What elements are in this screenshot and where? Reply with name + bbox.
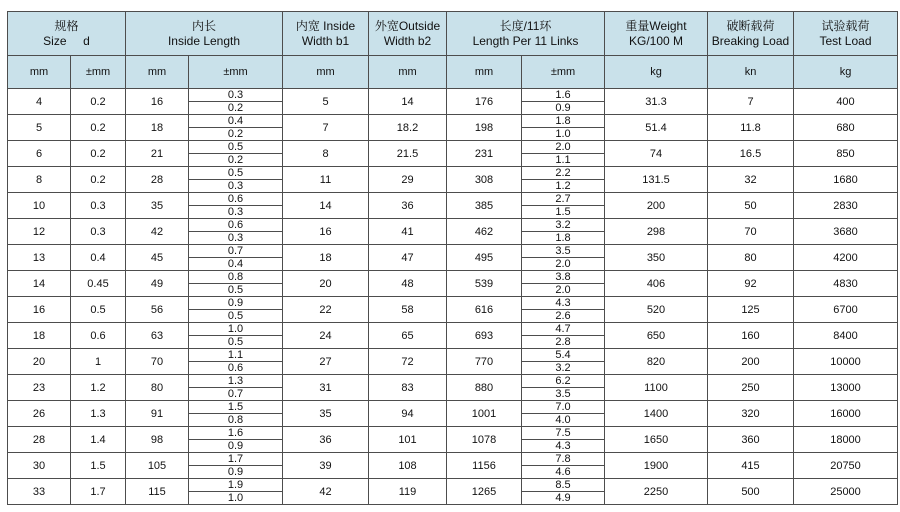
length-11-tolerance [522,115,605,141]
inside-length-cell: 63 [126,323,189,349]
unit-cell: ±mm [522,56,605,89]
test-load-cell: 20750 [794,453,898,479]
table-row [8,375,898,401]
size-d-cell: 20 [8,349,71,375]
length-11-tolerance-lower: 4.6 [555,466,571,478]
length-11-cell: 693 [447,323,522,349]
inside-length-tolerance-lower: 0.2 [227,128,244,140]
inside-width-cell: 14 [283,193,369,219]
size-d-cell: 10 [8,193,71,219]
length-11-tolerance [522,323,605,349]
table-row [8,219,898,245]
table-row [8,297,898,323]
size-tolerance-cell: 0.45 [71,271,126,297]
length-11-tolerance-upper: 7.0 [522,401,604,414]
length-11-cell: 539 [447,271,522,297]
inside-length-tolerance-upper: 1.7 [189,453,282,466]
length-11-tolerance [522,271,605,297]
inside-length-tolerance [189,141,283,167]
inside-length-cell: 80 [126,375,189,401]
header-inside-length: 内长 Inside Length [126,12,283,56]
unit-row [8,56,898,89]
size-tolerance-cell: 0.6 [71,323,126,349]
inside-length-tolerance-lower: 0.5 [227,310,244,322]
outside-width-cell: 36 [369,193,447,219]
inside-length-tolerance [189,375,283,401]
inside-length-tolerance-lower: 1.0 [227,492,244,504]
unit-cell: kn [708,56,794,89]
length-11-tolerance [522,453,605,479]
inside-length-tolerance-upper: 1.6 [189,427,282,440]
weight-cell: 51.4 [605,115,708,141]
inside-length-tolerance [189,271,283,297]
table-row [8,401,898,427]
length-11-cell: 495 [447,245,522,271]
table-row [8,453,898,479]
length-11-tolerance-upper: 1.6 [522,89,604,102]
length-11-tolerance-upper: 8.5 [522,479,604,492]
length-11-cell: 231 [447,141,522,167]
breaking-load-cell: 16.5 [708,141,794,167]
size-tolerance-cell: 1.4 [71,427,126,453]
inside-length-tolerance-upper: 0.9 [189,297,282,310]
inside-width-cell: 7 [283,115,369,141]
inside-length-cell: 105 [126,453,189,479]
inside-length-tolerance [189,193,283,219]
inside-width-cell: 18 [283,245,369,271]
size-d-cell: 8 [8,167,71,193]
inside-length-cell: 35 [126,193,189,219]
length-11-tolerance-lower: 2.6 [555,310,571,322]
inside-length-cell: 56 [126,297,189,323]
weight-cell: 2250 [605,479,708,505]
length-11-cell: 462 [447,219,522,245]
breaking-load-cell: 70 [708,219,794,245]
inside-length-tolerance [189,219,283,245]
breaking-load-cell: 500 [708,479,794,505]
size-d-cell: 12 [8,219,71,245]
inside-length-tolerance-upper: 0.3 [189,89,282,102]
inside-width-cell: 24 [283,323,369,349]
test-load-cell: 2830 [794,193,898,219]
length-11-cell: 770 [447,349,522,375]
size-tolerance-cell: 0.4 [71,245,126,271]
length-11-tolerance [522,89,605,115]
length-11-tolerance-upper: 3.2 [522,219,604,232]
size-tolerance-cell: 0.2 [71,141,126,167]
breaking-load-cell: 360 [708,427,794,453]
size-tolerance-cell: 0.2 [71,167,126,193]
inside-length-cell: 91 [126,401,189,427]
outside-width-cell: 58 [369,297,447,323]
length-11-cell: 308 [447,167,522,193]
length-11-tolerance-lower: 1.0 [555,128,571,140]
length-11-tolerance-upper: 7.8 [522,453,604,466]
inside-length-cell: 42 [126,219,189,245]
header-weight: 重量Weight KG/100 M [605,12,708,56]
weight-cell: 298 [605,219,708,245]
inside-length-cell: 45 [126,245,189,271]
size-d-cell: 14 [8,271,71,297]
length-11-cell: 198 [447,115,522,141]
inside-length-tolerance-lower: 0.4 [227,258,244,270]
weight-cell: 1400 [605,401,708,427]
length-11-cell: 880 [447,375,522,401]
weight-cell: 131.5 [605,167,708,193]
inside-length-tolerance-upper: 0.6 [189,193,282,206]
inside-length-tolerance [189,89,283,115]
weight-cell: 74 [605,141,708,167]
unit-cell: kg [605,56,708,89]
inside-length-tolerance-lower: 0.8 [227,414,244,426]
breaking-load-cell: 80 [708,245,794,271]
inside-width-cell: 20 [283,271,369,297]
inside-length-tolerance [189,349,283,375]
table-row [8,427,898,453]
breaking-load-cell: 7 [708,89,794,115]
weight-cell: 1900 [605,453,708,479]
inside-length-tolerance [189,401,283,427]
size-d-cell: 4 [8,89,71,115]
breaking-load-cell: 160 [708,323,794,349]
inside-width-cell: 8 [283,141,369,167]
inside-length-tolerance-lower: 0.2 [227,154,244,166]
breaking-load-cell: 200 [708,349,794,375]
size-d-cell: 6 [8,141,71,167]
unit-cell: mm [447,56,522,89]
inside-length-tolerance [189,245,283,271]
outside-width-cell: 108 [369,453,447,479]
table-row [8,89,898,115]
test-load-cell: 13000 [794,375,898,401]
length-11-tolerance-lower: 3.2 [555,362,571,374]
size-d-cell: 26 [8,401,71,427]
table-row [8,167,898,193]
size-d-cell: 13 [8,245,71,271]
length-11-tolerance-lower: 2.8 [555,336,571,348]
table-row [8,141,898,167]
table-row [8,193,898,219]
unit-cell: ±mm [71,56,126,89]
inside-length-tolerance-upper: 0.6 [189,219,282,232]
inside-length-tolerance [189,115,283,141]
weight-cell: 1650 [605,427,708,453]
header-inside-width: 内宽 Inside Width b1 [283,12,369,56]
outside-width-cell: 29 [369,167,447,193]
size-tolerance-cell: 1.7 [71,479,126,505]
inside-length-tolerance-lower: 0.5 [227,336,244,348]
length-11-tolerance-lower: 3.5 [555,388,571,400]
length-11-tolerance-lower: 2.0 [555,258,571,270]
inside-length-tolerance [189,427,283,453]
length-11-tolerance-lower: 2.0 [555,284,571,296]
size-tolerance-cell: 1.2 [71,375,126,401]
outside-width-cell: 41 [369,219,447,245]
test-load-cell: 18000 [794,427,898,453]
inside-length-tolerance-lower: 0.3 [227,206,244,218]
length-11-cell: 1001 [447,401,522,427]
length-11-tolerance-upper: 2.0 [522,141,604,154]
outside-width-cell: 72 [369,349,447,375]
test-load-cell: 3680 [794,219,898,245]
inside-length-tolerance-lower: 0.9 [227,440,244,452]
length-11-tolerance [522,219,605,245]
length-11-tolerance-upper: 3.5 [522,245,604,258]
unit-cell: mm [126,56,189,89]
size-d-cell: 30 [8,453,71,479]
breaking-load-cell: 11.8 [708,115,794,141]
table-row [8,245,898,271]
length-11-tolerance [522,427,605,453]
length-11-cell: 176 [447,89,522,115]
weight-cell: 650 [605,323,708,349]
test-load-cell: 16000 [794,401,898,427]
test-load-cell: 1680 [794,167,898,193]
weight-cell: 31.3 [605,89,708,115]
size-tolerance-cell: 1.3 [71,401,126,427]
inside-width-cell: 31 [283,375,369,401]
size-d-cell: 33 [8,479,71,505]
inside-length-tolerance-lower: 0.6 [227,362,244,374]
length-11-tolerance [522,167,605,193]
length-11-tolerance [522,479,605,505]
header-row [8,12,898,56]
inside-width-cell: 5 [283,89,369,115]
inside-length-tolerance-upper: 0.5 [189,141,282,154]
length-11-cell: 1078 [447,427,522,453]
length-11-tolerance-lower: 4.0 [555,414,571,426]
length-11-tolerance-upper: 1.8 [522,115,604,128]
outside-width-cell: 21.5 [369,141,447,167]
size-tolerance-cell: 0.2 [71,89,126,115]
inside-length-tolerance-upper: 0.8 [189,271,282,284]
inside-width-cell: 42 [283,479,369,505]
length-11-tolerance-upper: 3.8 [522,271,604,284]
inside-length-cell: 49 [126,271,189,297]
table-row [8,271,898,297]
inside-width-cell: 39 [283,453,369,479]
inside-length-cell: 21 [126,141,189,167]
test-load-cell: 6700 [794,297,898,323]
spec-table-wrapper [7,11,898,505]
table-row [8,115,898,141]
length-11-tolerance [522,245,605,271]
outside-width-cell: 101 [369,427,447,453]
test-load-cell: 25000 [794,479,898,505]
header-size: 规格 Size d [8,12,126,56]
outside-width-cell: 48 [369,271,447,297]
length-11-tolerance-lower: 1.1 [555,154,571,166]
length-11-tolerance-upper: 5.4 [522,349,604,362]
length-11-tolerance-upper: 4.3 [522,297,604,310]
weight-cell: 350 [605,245,708,271]
inside-length-tolerance [189,297,283,323]
header-length-11-links: 长度/11环 Length Per 11 Links [447,12,605,56]
inside-length-tolerance-lower: 0.2 [227,102,244,114]
test-load-cell: 8400 [794,323,898,349]
inside-length-tolerance-upper: 1.3 [189,375,282,388]
outside-width-cell: 94 [369,401,447,427]
test-load-cell: 4200 [794,245,898,271]
length-11-tolerance [522,141,605,167]
inside-length-tolerance [189,479,283,505]
header-test-load: 试验载荷 Test Load [794,12,898,56]
inside-width-cell: 11 [283,167,369,193]
breaking-load-cell: 50 [708,193,794,219]
test-load-cell: 4830 [794,271,898,297]
test-load-cell: 10000 [794,349,898,375]
size-tolerance-cell: 1.5 [71,453,126,479]
header-breaking-load: 破断载荷 Breaking Load [708,12,794,56]
length-11-tolerance-upper: 4.7 [522,323,604,336]
length-11-tolerance-upper: 7.5 [522,427,604,440]
inside-length-tolerance [189,167,283,193]
length-11-tolerance-upper: 6.2 [522,375,604,388]
size-d-cell: 5 [8,115,71,141]
inside-length-tolerance-upper: 1.1 [189,349,282,362]
inside-length-tolerance-upper: 0.5 [189,167,282,180]
inside-width-cell: 16 [283,219,369,245]
inside-length-tolerance-upper: 1.0 [189,323,282,336]
test-load-cell: 680 [794,115,898,141]
table-body [8,89,898,505]
size-tolerance-cell: 0.5 [71,297,126,323]
length-11-cell: 616 [447,297,522,323]
length-11-cell: 1265 [447,479,522,505]
inside-length-cell: 98 [126,427,189,453]
breaking-load-cell: 125 [708,297,794,323]
table-row [8,479,898,505]
breaking-load-cell: 415 [708,453,794,479]
breaking-load-cell: 92 [708,271,794,297]
inside-length-tolerance-upper: 0.4 [189,115,282,128]
size-d-cell: 23 [8,375,71,401]
weight-cell: 520 [605,297,708,323]
size-tolerance-cell: 0.3 [71,193,126,219]
unit-cell: ±mm [189,56,283,89]
size-tolerance-cell: 0.3 [71,219,126,245]
size-tolerance-cell: 0.2 [71,115,126,141]
length-11-tolerance-upper: 2.2 [522,167,604,180]
unit-cell: mm [8,56,71,89]
length-11-cell: 1156 [447,453,522,479]
weight-cell: 406 [605,271,708,297]
breaking-load-cell: 320 [708,401,794,427]
length-11-tolerance-lower: 1.5 [555,206,571,218]
length-11-tolerance-lower: 1.8 [555,232,571,244]
size-d-cell: 18 [8,323,71,349]
table-row [8,349,898,375]
inside-length-cell: 70 [126,349,189,375]
inside-length-cell: 18 [126,115,189,141]
length-11-tolerance [522,401,605,427]
unit-cell: mm [369,56,447,89]
inside-width-cell: 36 [283,427,369,453]
length-11-tolerance-upper: 2.7 [522,193,604,206]
inside-length-tolerance-lower: 0.5 [227,284,244,296]
inside-length-tolerance-upper: 1.9 [189,479,282,492]
inside-width-cell: 27 [283,349,369,375]
length-11-tolerance [522,349,605,375]
outside-width-cell: 83 [369,375,447,401]
outside-width-cell: 47 [369,245,447,271]
inside-width-cell: 35 [283,401,369,427]
length-11-tolerance [522,193,605,219]
inside-width-cell: 22 [283,297,369,323]
inside-length-cell: 28 [126,167,189,193]
weight-cell: 200 [605,193,708,219]
inside-length-tolerance-upper: 1.5 [189,401,282,414]
length-11-tolerance-lower: 1.2 [555,180,571,192]
size-d-cell: 28 [8,427,71,453]
inside-length-cell: 16 [126,89,189,115]
weight-cell: 820 [605,349,708,375]
outside-width-cell: 65 [369,323,447,349]
outside-width-cell: 119 [369,479,447,505]
table-row [8,323,898,349]
breaking-load-cell: 250 [708,375,794,401]
length-11-tolerance [522,375,605,401]
inside-length-tolerance-upper: 0.7 [189,245,282,258]
outside-width-cell: 18.2 [369,115,447,141]
size-d-cell: 16 [8,297,71,323]
unit-cell: mm [283,56,369,89]
length-11-tolerance [522,297,605,323]
chain-spec-table [7,11,898,505]
length-11-tolerance-lower: 0.9 [555,102,571,114]
inside-length-tolerance [189,453,283,479]
inside-length-tolerance-lower: 0.3 [227,180,244,192]
length-11-cell: 385 [447,193,522,219]
inside-length-tolerance [189,323,283,349]
inside-length-tolerance-lower: 0.9 [227,466,244,478]
outside-width-cell: 14 [369,89,447,115]
inside-length-tolerance-lower: 0.3 [227,232,244,244]
unit-cell: kg [794,56,898,89]
inside-length-tolerance-lower: 0.7 [227,388,244,400]
header-outside-width: 外宽Outside Width b2 [369,12,447,56]
size-tolerance-cell: 1 [71,349,126,375]
test-load-cell: 400 [794,89,898,115]
breaking-load-cell: 32 [708,167,794,193]
length-11-tolerance-lower: 4.3 [555,440,571,452]
length-11-tolerance-lower: 4.9 [555,492,571,504]
weight-cell: 1100 [605,375,708,401]
test-load-cell: 850 [794,141,898,167]
inside-length-cell: 115 [126,479,189,505]
